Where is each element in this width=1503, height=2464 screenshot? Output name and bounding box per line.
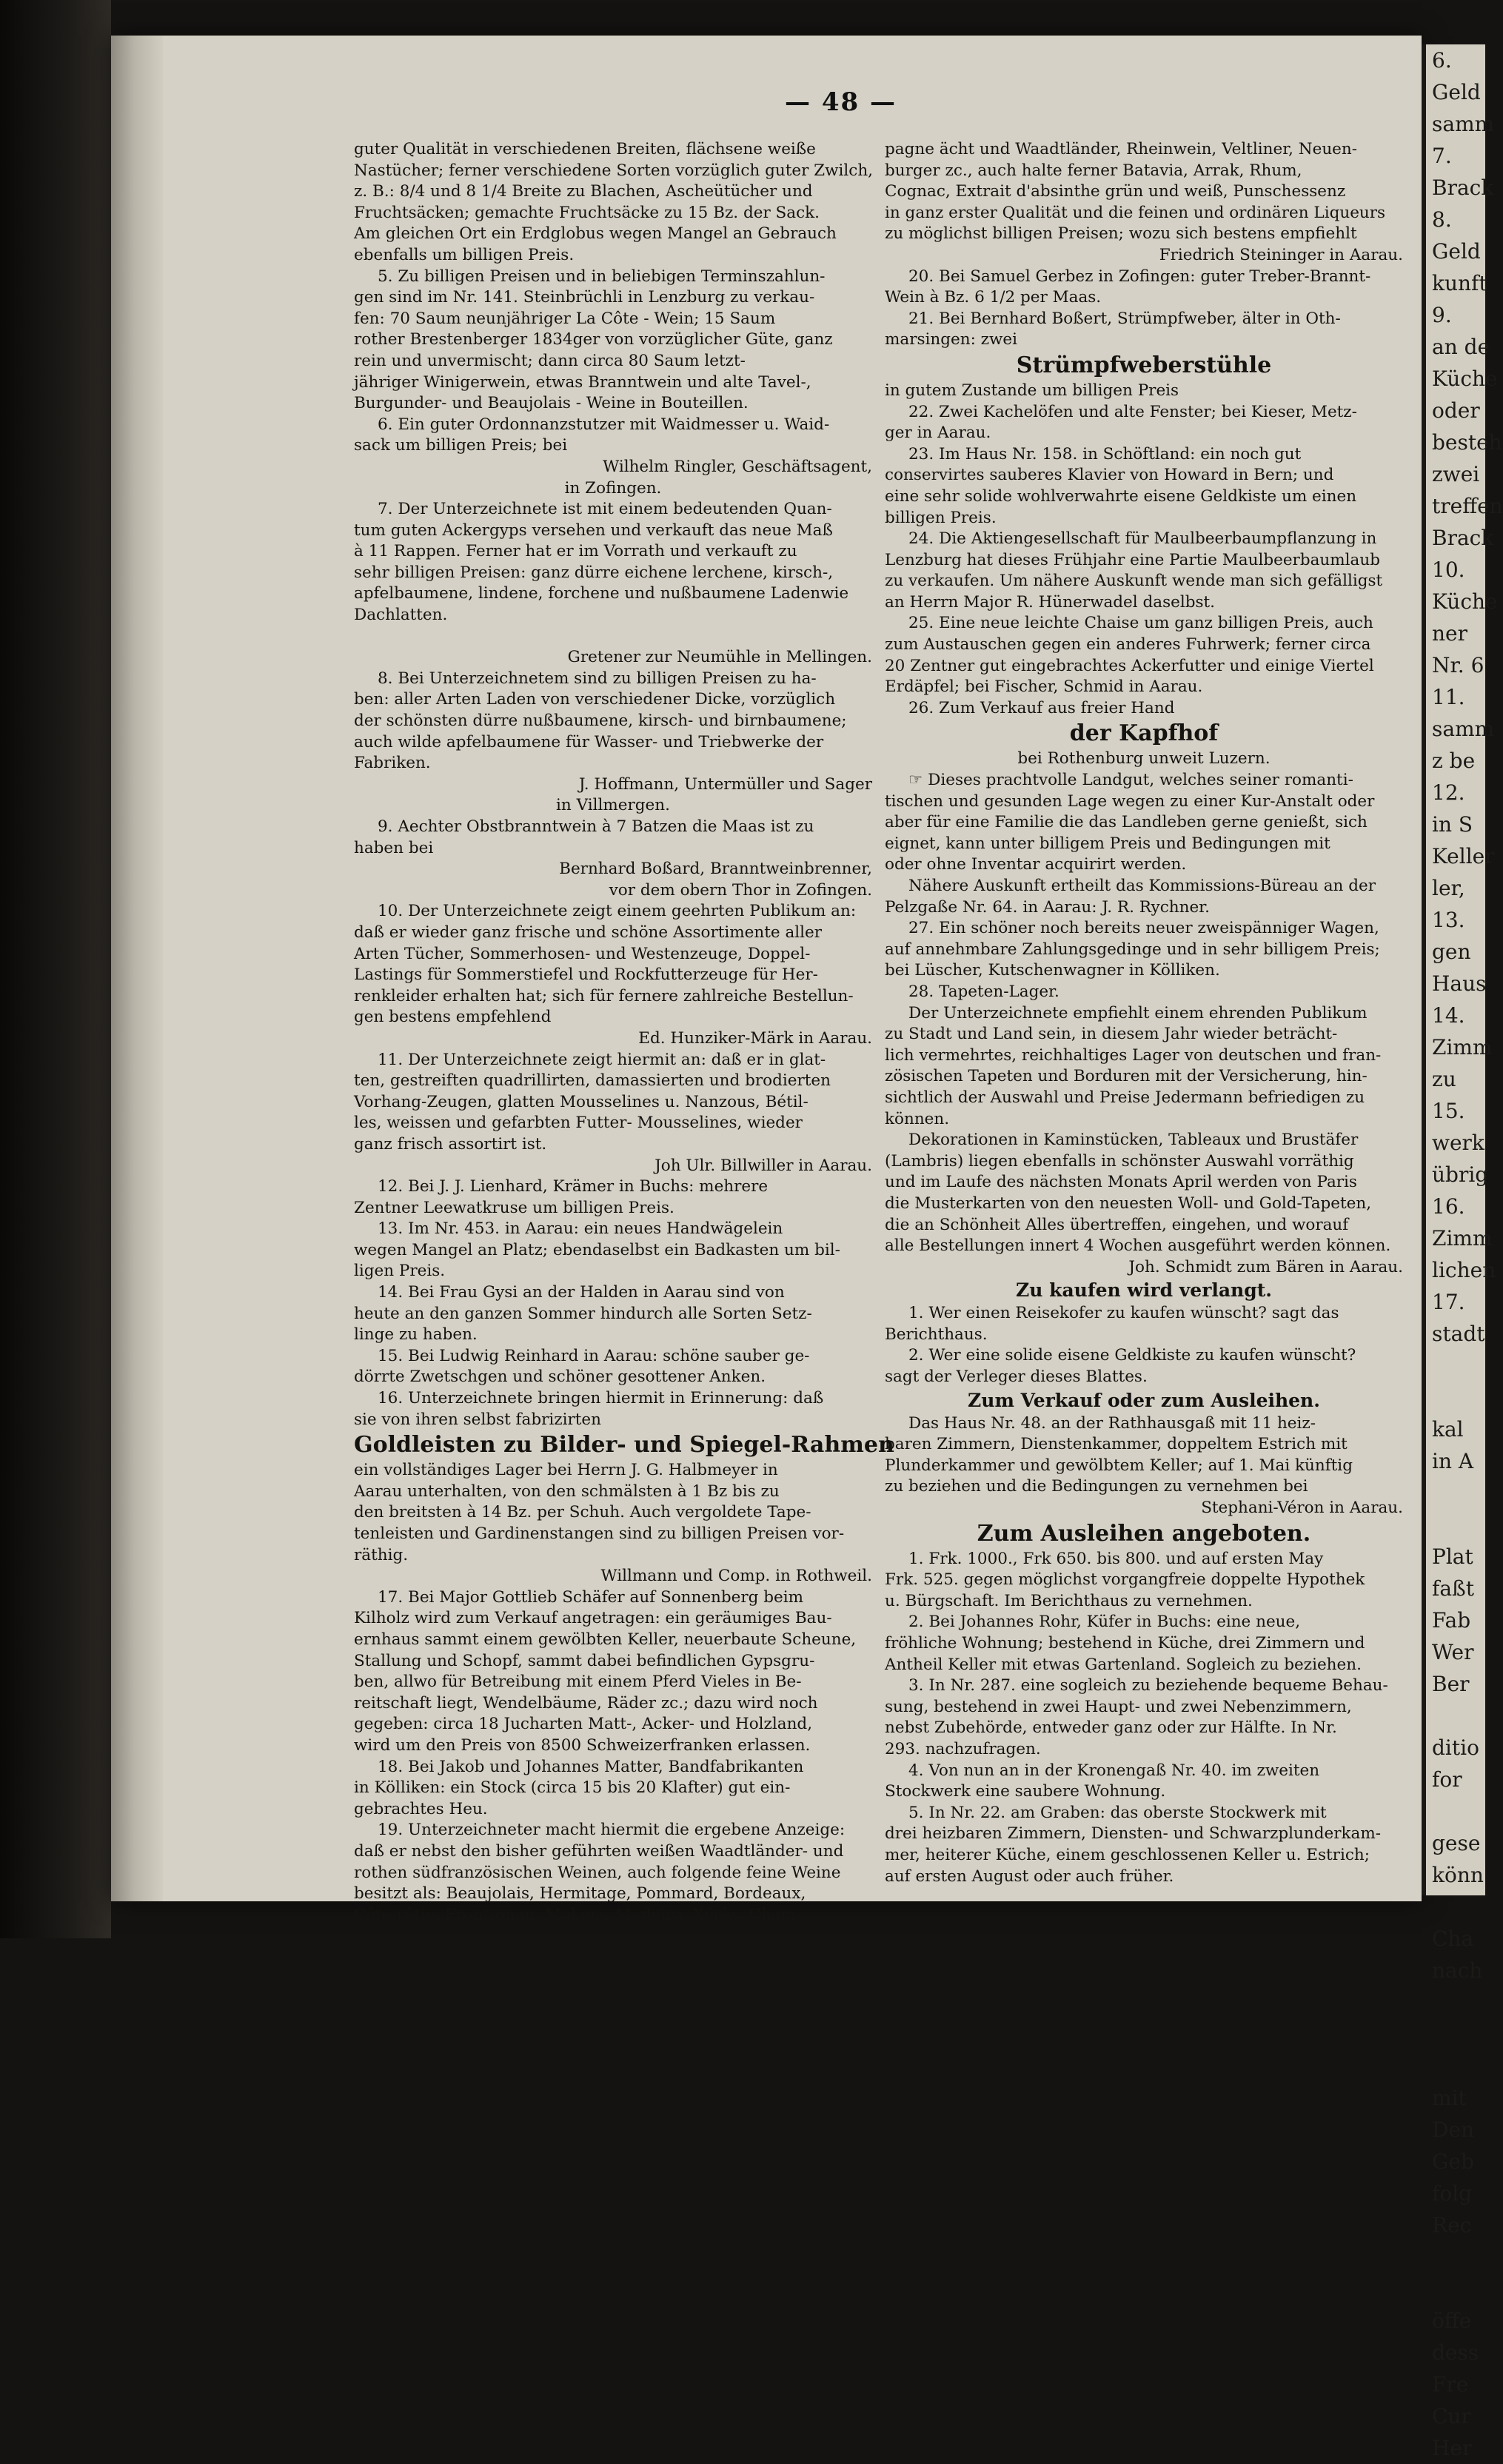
strip-fragment: Keller — [1432, 844, 1495, 868]
text-line: Kilholz wird zum Verkauf angetragen: ein geräumiges Bau- — [354, 1609, 832, 1628]
text-line: drei heizbaren Zimmern, Diensten- und Schwarzplunderkam- — [885, 1824, 1381, 1844]
text-line: wird um den Preis von 8500 Schweizerfranken erlassen. — [354, 1735, 811, 1755]
text-line: gegeben: circa 18 Jucharten Matt-, Acker- und Holzland, — [354, 1715, 813, 1734]
text-line: aber für eine Familie die das Landleben gerne genießt, sich — [885, 813, 1368, 832]
strip-fragment: zu — [1432, 1067, 1456, 1091]
strip-fragment — [1426, 2273, 1485, 2305]
text-line: fröhliche Wohnung; bestehend in Küche, drei Zimmern und — [885, 1634, 1365, 1653]
strip-fragment: Brack — [1432, 175, 1494, 200]
text-line: zu verkaufen. Um nähere Auskunft wende man sich gefälligst — [885, 572, 1383, 591]
text-line: Dachlatten. — [354, 606, 448, 625]
text-line: 11. Der Unterzeichnete zeigt hiermit an: daß er in glat- — [378, 1050, 826, 1069]
text-line: besitzt als: Beaujolais, Hermitage, Pommard, Bordeaux, — [354, 1884, 806, 1904]
strip-fragment: Fre — [1432, 2372, 1469, 2397]
strip-fragment: 12. — [1432, 780, 1465, 805]
text-line: Nähere Auskunft ertheilt das Kommissions-Büreau an der — [908, 877, 1376, 895]
text-line: 19. Unterzeichneter macht hiermit die ergebene Anzeige: — [378, 1821, 846, 1840]
text-line: 13. Im Nr. 453. in Aarau: ein neues Handwägelein — [378, 1219, 783, 1239]
text-line: daß er wieder ganz frische und schöne Assortimente aller — [354, 923, 823, 942]
strip-fragment: gen — [1432, 940, 1471, 964]
strip-fragment: Küche — [1432, 589, 1498, 614]
strip-fragment: Brack — [1432, 526, 1494, 550]
text-line: fen: 70 Saum neunjähriger La Côte - Wein; 15 Saum — [354, 309, 776, 328]
text-line: Stockwerk eine saubere Wohnung. — [885, 1782, 1166, 1801]
strip-fragment: zwei — [1432, 462, 1480, 486]
left-column — [354, 139, 894, 1926]
text-line: guter Qualität in verschiedenen Breiten, flächsene weiße — [354, 140, 816, 158]
text-line: auch wilde apfelbaumene für Wasser- und Triebwerke der — [354, 732, 824, 751]
text-line: auf ersten August oder auch früher. — [885, 1867, 1174, 1886]
strip-fragment: dess — [1432, 2340, 1479, 2365]
strip-fragment: Geld — [1432, 80, 1481, 104]
text-line: ernhaus sammt einem gewölbten Keller, neuerbaute Scheune, — [354, 1630, 857, 1649]
text-line: Burgunder- und Beaujolais - Weine in Bouteillen. — [354, 394, 749, 413]
text-line: 8. Bei Unterzeichnetem sind zu billigen Preisen zu ha- — [378, 669, 817, 688]
text-line: Lenzburg hat dieses Frühjahr eine Partie Maulbeerbaumlaub — [885, 550, 1380, 569]
text-line: die an Schönheit Alles übertreffen, eingehen, und worauf — [885, 1215, 1349, 1234]
text-line: räthig. — [354, 1545, 409, 1564]
text-line: Am gleichen Ort ein Erdglobus wegen Mangel an Gebrauch — [354, 224, 837, 244]
text-line: 18. Bei Jakob und Johannes Matter, Bandfabrikanten — [378, 1757, 804, 1776]
section-heading: Zum Verkauf oder zum Ausleihen. — [968, 1389, 1320, 1411]
text-line: z. B.: 8/4 und 8 1/4 Breite zu Blachen, Ascheütücher und — [354, 182, 813, 201]
text-line: die Musterkarten von den neuesten Woll- und Gold-Tapeten, — [885, 1194, 1372, 1213]
strip-fragment: Den — [1432, 2118, 1475, 2142]
text-line: Nastücher; ferner verschiedene Sorten vorzüglich guter Zwilch, — [354, 161, 873, 180]
text-line: mer, heiterer Küche, einem geschlossenen Keller u. Estrich; — [885, 1845, 1370, 1864]
text-line: 23. Im Haus Nr. 158. in Schöftland: ein noch gut — [908, 444, 1302, 463]
text-line: Fabriken. — [354, 754, 431, 773]
strip-fragment: Cha — [1432, 1926, 1474, 1951]
text-line: Plunderkammer und gewölbtem Keller; auf 1. Mai künftig — [885, 1456, 1353, 1475]
text-line: sack um billigen Preis; bei — [354, 436, 568, 455]
strip-fragment: an de — [1432, 335, 1490, 359]
text-line: Das Haus Nr. 48. an der Rathhausgaß mit 11 heiz- — [908, 1413, 1316, 1433]
text-line: und im Laufe des nächsten Monats April werden von Paris — [885, 1173, 1357, 1192]
text-line: Arten Tücher, Sommerhosen- und Westenzeuge, Doppel- — [354, 944, 811, 963]
text-line: 3. In Nr. 287. eine sogleich zu beziehende bequeme Behau- — [908, 1676, 1388, 1695]
strip-fragment: 7. — [1432, 144, 1452, 168]
text-line: Vorhang-Zeugen, glatten Mousselines u. Nanzous, Bétil- — [354, 1092, 809, 1111]
text-line: J. Hoffmann, Untermüller und Sager — [578, 774, 872, 794]
text-line: sung, bestehend in zwei Haupt- und zwei Nebenzimmern, — [885, 1697, 1352, 1716]
text-line: dörrte Zwetschgen und schöner gesottener Anken. — [354, 1367, 766, 1387]
text-line: bei Rothenburg unweit Luzern. — [1017, 749, 1271, 769]
text-line: ten, gestreiften quadrillirten, damassierten und brodierten — [354, 1071, 831, 1091]
strip-fragment: Küche — [1432, 366, 1498, 391]
text-line: Der Unterzeichnete empfiehlt einem ehrenden Publikum — [908, 1003, 1368, 1022]
text-line: 22. Zwei Kachelöfen und alte Fenster; bei Kieser, Metz- — [908, 402, 1357, 421]
strip-fragment: samm — [1432, 112, 1495, 136]
strip-fragment: 17. — [1432, 1290, 1465, 1314]
text-line: 14. Bei Frau Gysi an der Halden in Aarau sind von — [378, 1283, 785, 1302]
text-line: zösischen Tapeten und Borduren mit der Versicherung, hin- — [885, 1067, 1368, 1086]
text-line — [354, 626, 872, 648]
strip-fragment: Fab — [1432, 1608, 1471, 1633]
text-line: an Herrn Major R. Hünerwadel daselbst. — [885, 592, 1215, 612]
text-line: 9. Aechter Obstbranntwein à 7 Batzen die Maas ist zu — [378, 817, 814, 836]
text-line: ganz frisch assortirt ist. — [354, 1134, 547, 1154]
text-line: jähriger Winigerwein, etwas Branntwein und alte Tavel-, — [354, 372, 811, 392]
strip-fragment — [1426, 2241, 1485, 2273]
strip-fragment: öffe — [1432, 2309, 1472, 2333]
text-line: marsingen: zwei — [885, 330, 1017, 349]
text-line: 26. Zum Verkauf aus freier Hand — [908, 698, 1175, 717]
text-line: 1. Wer einen Reisekofer zu kaufen wünscht? sagt das — [908, 1304, 1339, 1323]
text-line: baren Zimmern, Dienstenkammer, doppeltem Estrich mit — [885, 1435, 1348, 1454]
strip-fragment — [1426, 2050, 1485, 2082]
text-line: oder ohne Inventar acquirirt werden. — [885, 855, 1187, 874]
text-line: Fruchtsäcken; gemachte Fruchtsäcke zu 15 Bz. der Sack. — [354, 203, 820, 222]
section-heading: der Kapfhof — [1069, 720, 1219, 747]
strip-fragment: nach — [1432, 1958, 1483, 1983]
text-line: 2. Wer eine solide eisene Geldkiste zu kaufen wünscht? — [908, 1346, 1356, 1365]
strip-fragment: 10. — [1432, 558, 1465, 582]
strip-fragment: folg — [1432, 2181, 1473, 2206]
text-line: rother Brestenberger 1834ger von vorzüglicher Güte, ganz — [354, 330, 833, 349]
text-line: Wein à Bz. 6 1/2 per Maas. — [885, 288, 1102, 307]
text-line: in gutem Zustande um billigen Preis — [885, 381, 1179, 400]
strip-fragment: kunft — [1432, 271, 1487, 295]
strip-fragment: Plat — [1432, 1544, 1473, 1569]
text-line: les, weissen und gefarbten Futter- Mousselines, wieder — [354, 1114, 803, 1133]
text-line: in Villmergen. — [556, 796, 670, 815]
section-heading: Zum Ausleihen angeboten. — [977, 1520, 1311, 1547]
text-line: 4. Von nun an in der Kronengaß Nr. 40. im zweiten — [908, 1761, 1320, 1780]
text-line: Wilhelm Ringler, Geschäftsagent, — [603, 457, 872, 476]
text-line: Gretener zur Neumühle in Mellingen. — [567, 648, 872, 667]
strip-fragment: 16. — [1432, 1194, 1465, 1219]
strip-fragment: Rec — [1432, 2213, 1472, 2237]
text-line: gen sind im Nr. 141. Steinbrüchli in Lenzburg zu verkau- — [354, 288, 815, 307]
text-line: sehr billigen Preisen: ganz dürre eichene lerchene, kirsch-, — [354, 563, 834, 582]
strip-fragment — [1426, 1891, 1485, 1923]
text-line: reitschaft liegt, Wendelbäume, Räder zc.; dazu wird noch — [354, 1693, 818, 1713]
text-line: u. Bürgschaft. Im Berichthaus zu vernehmen. — [885, 1591, 1253, 1610]
text-line: tum guten Ackergyps versehen und verkauft das neue Maß — [354, 520, 833, 540]
text-line: ein vollständiges Lager bei Herrn J. G. Halbmeyer in — [354, 1461, 778, 1480]
text-line: rein und unvermischt; dann circa 80 Saum letzt- — [354, 351, 746, 370]
text-line: 6. Ein guter Ordonnanzstutzer mit Waidmesser u. Waid- — [378, 415, 830, 434]
text-line: 293. nachzufragen. — [885, 1739, 1041, 1758]
text-line: apfelbaumene, lindene, forchene und nußbaumene Ladenwie — [354, 584, 849, 603]
strip-fragment — [1426, 1509, 1485, 1541]
strip-fragment: werk — [1432, 1131, 1484, 1155]
text-line: Zentner Leewatkruse um billigen Preis. — [354, 1198, 674, 1217]
text-line: eine sehr solide wohlverwahrte eisene Geldkiste um einen — [885, 486, 1357, 506]
text-line: zu beziehen und die Bedingungen zu vernehmen bei — [885, 1477, 1308, 1496]
text-line: Pelzgaße Nr. 64. in Aarau: J. R. Rychner. — [885, 897, 1210, 917]
text-line: zu Stadt und Land sein, in diesem Jahr wieder beträcht- — [885, 1025, 1338, 1044]
text-line: nebst Zubehörde, entweder ganz oder zur Hälfte. In Nr. — [885, 1718, 1337, 1738]
text-line: 24. Die Aktiengesellschaft für Maulbeerbaumpflanzung in — [908, 529, 1377, 549]
strip-fragment: for — [1432, 1767, 1462, 1792]
text-line: sie von ihren selbst fabrizirten — [354, 1410, 601, 1429]
section-heading: Goldleisten zu Bilder- und Spiegel-Rahmen — [354, 1432, 894, 1459]
text-line: wegen Mangel an Platz; ebendaselbst ein Badkasten um bil- — [354, 1240, 840, 1259]
text-line: auf annehmbare Zahlungsgedinge und in sehr billigem Preis; — [885, 940, 1380, 959]
text-line: 16. Unterzeichnete bringen hiermit in Erinnerung: daß — [378, 1389, 824, 1408]
strip-fragment: lichen — [1432, 1258, 1496, 1282]
strip-fragment: Zimm — [1432, 1035, 1493, 1059]
text-line: 2. Bei Johannes Rohr, Küfer in Buchs: eine neue, — [908, 1613, 1301, 1632]
strip-fragment: 13. — [1432, 908, 1465, 932]
text-line: linge zu haben. — [354, 1325, 478, 1345]
strip-fragment: übrig — [1432, 1162, 1489, 1187]
text-line: 27. Ein schöner noch bereits neuer zweispänniger Wagen, — [908, 919, 1379, 938]
text-line: à 11 Rappen. Ferner hat er im Vorrath und verkauft zu — [354, 542, 797, 561]
strip-fragment: Haus — [1432, 971, 1487, 996]
text-line: rothen südfranzösischen Weinen, auch folgende feine Weine — [354, 1863, 841, 1882]
strip-fragment: 15. — [1432, 1099, 1465, 1123]
text-line: Ed. Hunziker-Märk in Aarau. — [638, 1028, 872, 1048]
strip-fragment: Geld — [1432, 239, 1481, 264]
text-line: zum Austauschen gegen ein anderes Fuhrwerk; ferner circa — [885, 635, 1371, 654]
page-gutter-shadow — [111, 36, 163, 1901]
strip-fragment: 8. — [1432, 207, 1452, 232]
text-line: Aarau unterhalten, von den schmälsten à 1 Bz bis zu — [354, 1482, 780, 1501]
strip-fragment — [1426, 1350, 1485, 1382]
strip-fragment: mit — [1432, 2086, 1467, 2110]
text-line: 12. Bei J. J. Lienhard, Krämer in Buchs: mehrere — [378, 1177, 769, 1196]
text-line: 20. Bei Samuel Gerbez in Zofingen: guter Treber-Brannt- — [908, 267, 1371, 286]
text-line: sichtlich der Auswahl und Preise Jedermann befriedigen zu — [885, 1088, 1365, 1107]
strip-fragment — [1426, 2018, 1485, 2050]
strip-fragment: Ber — [1432, 1672, 1470, 1696]
strip-fragment — [1426, 1700, 1485, 1732]
text-line: in ganz erster Qualität und die feinen und ordinären Liqueurs — [885, 203, 1386, 222]
text-line: tenleisten und Gardinenstangen sind zu billigen Preisen vor- — [354, 1524, 845, 1543]
text-line: Bernhard Boßard, Branntweinbrenner, — [559, 860, 872, 879]
strip-fragment: ditio — [1432, 1735, 1479, 1760]
text-line: Frk. 525. gegen möglichst vorgangfreie doppelte Hypothek — [885, 1570, 1365, 1590]
text-line: gen bestens empfehlend — [354, 1008, 552, 1027]
text-line: Erdäpfel; bei Fischer, Schmid in Aarau. — [885, 677, 1203, 697]
strip-fragment: 14. — [1432, 1003, 1465, 1028]
text-line: Friedrich Steininger in Aarau. — [1159, 245, 1403, 264]
strip-fragment: stadt — [1432, 1322, 1485, 1346]
text-line: sagt der Verleger dieses Blattes. — [885, 1367, 1148, 1387]
text-line: ligen Preis. — [354, 1262, 446, 1281]
text-line: burger zc., auch halte ferner Batavia, Arrak, Rhum, — [885, 161, 1302, 180]
text-line: 17. Bei Major Gottlieb Schäfer auf Sonnenberg beim — [378, 1587, 804, 1607]
text-line: den breitsten à 14 Bz. per Schuh. Auch vergoldete Tape- — [354, 1503, 811, 1522]
text-line: eignet, kann unter billigem Preis und Bedingungen mit — [885, 834, 1330, 853]
text-line: renkleider erhalten hat; sich für fernere zahlreiche Bestellun- — [354, 986, 854, 1005]
strip-fragment: Wer — [1432, 1640, 1474, 1664]
section-heading: Strümpfweberstühle — [1016, 352, 1272, 378]
text-line: 21. Bei Bernhard Boßert, Strümpfweber, älter in Oth- — [908, 309, 1341, 328]
strip-fragment: samm — [1432, 717, 1495, 741]
section-heading: Zu kaufen wird verlangt. — [1016, 1279, 1272, 1302]
text-line: in Kölliken: ein Stock (circa 15 bis 20 Klafter) gut ein- — [354, 1778, 791, 1798]
next-page-strip — [1422, 44, 1503, 2460]
strip-fragment: 9. — [1432, 303, 1452, 327]
text-line: ben: aller Arten Laden von verschiedener Dicke, vorzüglich — [354, 690, 836, 709]
strip-fragment: ler, — [1432, 876, 1465, 900]
strip-fragment: 11. — [1432, 685, 1465, 709]
strip-fragment: besteh — [1432, 430, 1502, 455]
text-line: pagne ächt und Waadtländer, Rheinwein, Veltliner, Neuen- — [885, 140, 1358, 158]
text-line: 28. Tapeten-Lager. — [908, 982, 1060, 1001]
text-line: Joh Ulr. Billwiller in Aarau. — [655, 1156, 872, 1175]
text-line: 5. In Nr. 22. am Graben: das oberste Stockwerk mit — [908, 1803, 1327, 1822]
text-line: haben bei — [354, 838, 434, 857]
text-line: heute an den ganzen Sommer hindurch alle Sorten Setz- — [354, 1304, 812, 1323]
text-line: Berichthaus. — [885, 1325, 988, 1344]
text-line: lich vermehrtes, reichhaltiges Lager von deutschen und fran- — [885, 1045, 1382, 1065]
text-line: Côte rôtie, Frontignan, Malaga, Madeira, Xérès, Cham- — [354, 1905, 802, 1924]
strip-fragment: Nr. 6 — [1432, 653, 1484, 677]
strip-fragment: treffen — [1432, 494, 1503, 518]
strip-fragment: Cur — [1432, 2404, 1471, 2428]
text-line: Antheil Keller mit etwas Gartenland. Sogleich zu beziehen. — [885, 1655, 1362, 1674]
text-line: Joh. Schmidt zum Bären in Aarau. — [1128, 1257, 1403, 1276]
text-line: ☞ Dieses prachtvolle Landgut, welches seiner romanti- — [908, 771, 1353, 790]
text-line: daß er nebst den bisher geführten weißen Waadtländer- und — [354, 1841, 844, 1861]
text-line: 20 Zentner gut eingebrachtes Ackerfutter und einige Viertel — [885, 656, 1374, 675]
strip-fragment: ner — [1432, 621, 1467, 646]
strip-fragment: faßt — [1432, 1576, 1475, 1601]
strip-fragment — [1426, 1986, 1485, 2018]
text-line: (Lambris) liegen ebenfalls in schönster Auswahl vorräthig — [885, 1151, 1354, 1171]
text-line: ger in Aarau. — [885, 424, 991, 443]
strip-fragment: Her — [1432, 2436, 1473, 2460]
strip-fragment — [1426, 1477, 1485, 1509]
text-line: 7. Der Unterzeichnete ist mit einem bedeutenden Quan- — [378, 500, 832, 519]
text-line: alle Bestellungen innert 4 Wochen ausgeführt werden können. — [885, 1236, 1391, 1256]
text-line: vor dem obern Thor in Zofingen. — [609, 880, 872, 900]
text-line: 5. Zu billigen Preisen und in beliebigen Terminszahlun- — [378, 267, 826, 286]
text-line: Willmann und Comp. in Rothweil. — [600, 1567, 872, 1586]
text-line: ebenfalls um billigen Preis. — [354, 245, 575, 264]
strip-fragment — [1426, 1795, 1485, 1827]
strip-fragment: oder — [1432, 398, 1480, 423]
text-line: der schönsten dürre nußbaumene, kirsch- und birnbaumene; — [354, 712, 847, 731]
strip-fragment: Geb — [1432, 2149, 1474, 2174]
text-line: gebrachtes Heu. — [354, 1799, 488, 1818]
text-line: in Zofingen. — [564, 478, 662, 498]
strip-fragment: gese — [1432, 1831, 1481, 1855]
text-line: Cognac, Extrait d'absinthe grün und weiß, Punschessenz — [885, 182, 1346, 201]
text-line: billigen Preis. — [885, 508, 997, 527]
text-line: conservirtes sauberes Klavier von Howard in Bern; und — [885, 466, 1334, 485]
strip-fragment: z be — [1432, 749, 1476, 773]
text-line: Stallung und Schopf, sammt dabei befindlichen Gypsgru- — [354, 1651, 815, 1670]
strip-fragment: in A — [1432, 1449, 1474, 1473]
text-line: tischen und gesunden Lage wegen zu einer Kur-Anstalt oder — [885, 791, 1375, 811]
strip-fragment: in S — [1432, 812, 1473, 837]
text-line: 1. Frk. 1000., Frk 650. bis 800. und auf ersten May — [908, 1549, 1324, 1568]
scan-background — [0, 0, 111, 1938]
text-line: Dekorationen in Kaminstücken, Tableaux und Brustäfer — [908, 1131, 1359, 1150]
text-line: 25. Eine neue leichte Chaise um ganz billigen Preis, auch — [908, 614, 1373, 633]
text-line: ben, allwo für Betreibung mit einem Pferd Vieles in Be- — [354, 1673, 802, 1692]
strip-fragment: 6. — [1432, 48, 1452, 73]
text-line: 15. Bei Ludwig Reinhard in Aarau: schöne sauber ge- — [378, 1346, 810, 1365]
strip-fragment — [1426, 1382, 1485, 1413]
strip-fragment: kal — [1432, 1417, 1464, 1442]
text-line: Stephani-Véron in Aarau. — [1201, 1499, 1403, 1518]
page-number: — 48 — — [785, 87, 897, 117]
text-line: 10. Der Unterzeichnete zeigt einem geehrten Publikum an: — [378, 902, 857, 921]
text-line: bei Lüscher, Kutschenwagner in Kölliken. — [885, 961, 1220, 980]
text-line: zu möglichst billigen Preisen; wozu sich bestens empfiehlt — [885, 224, 1357, 244]
strip-fragment: Zimm — [1432, 1226, 1493, 1251]
text-line: Lastings für Sommerstiefel und Rockfutterzeuge für Her- — [354, 965, 818, 985]
text-line: können. — [885, 1109, 950, 1128]
strip-fragment: könn — [1432, 1863, 1484, 1887]
right-column — [885, 139, 1403, 1887]
